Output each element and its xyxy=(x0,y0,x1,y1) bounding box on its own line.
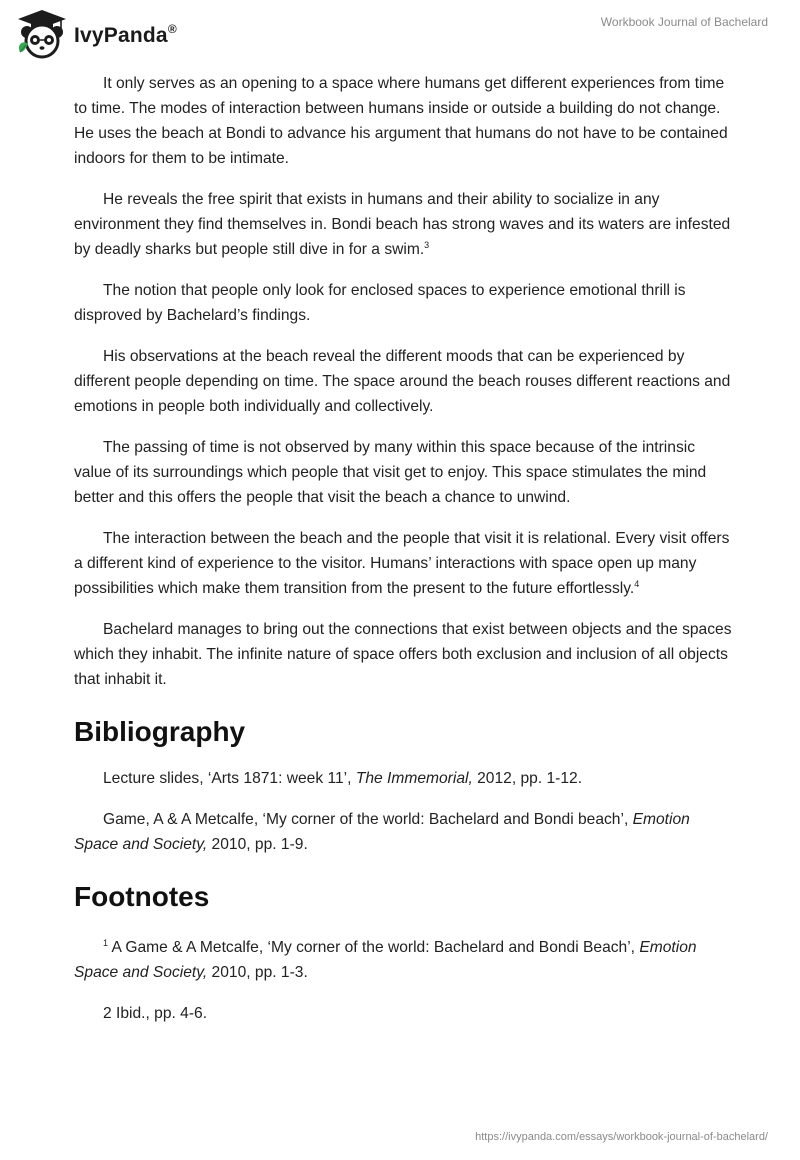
footnote-ref[interactable]: 4 xyxy=(634,578,640,589)
ivypanda-logo[interactable] xyxy=(14,8,177,60)
body-paragraph: His observations at the beach reveal the different moods that can be experienced by different people depending on time. The space around the beach rouses different reactions and emotions in people both individually and collectively. xyxy=(74,348,731,415)
footnote-number: 1 xyxy=(103,938,109,948)
bibliography-heading: Bibliography xyxy=(74,716,246,747)
bibliography-entry: Game, A & A Metcalfe, ‘My corner of the world: Bachelard and Bondi beach’, Emotion Space and Society, 2010, pp. 1-9. xyxy=(74,811,690,853)
footnotes-heading: Footnotes xyxy=(74,881,210,912)
body-paragraph: The interaction between the beach and the people that visit it is relational. Every visit offers a different kind of experience to the visitor. Humans’ interactions with space open up many possibilities which make them transition from the present to the future effortlessly.$^4$ xyxy=(74,530,730,597)
source-url[interactable]: https://ivypanda.com/essays/workbook-journal-of-bachelard/ xyxy=(475,1131,768,1143)
panda-graduate-icon xyxy=(14,8,70,60)
body-paragraph: It only serves as an opening to a space where humans get different experiences from time to time. The modes of interaction between humans inside or outside a building do not change. He uses the beach at Bondi to advance his argument that humans do not have to be contained indoors for them to be intimate. xyxy=(74,75,728,167)
footnote-entry: 2 Ibid., pp. 4-6. xyxy=(103,1005,208,1023)
body-paragraph: Bachelard manages to bring out the connections that exist between objects and the spaces which they inhabit. The infinite nature of space offers both exclusion and inclusion of all objects that inhabit it. xyxy=(74,621,732,688)
bibliography-entry: Lecture slides, ‘Arts 1871: week 11’, The Immemorial, 2012, pp. 1-12. xyxy=(103,770,583,787)
footnote-entry: $^1$ A Game & A Metcalfe, ‘My corner of the world: Bachelard and Bondi Beach’, Emotion Space and Society, 2010, pp. 1-3. xyxy=(74,938,697,982)
body-paragraph: He reveals the free spirit that exists in humans and their ability to socialize in any environment they find themselves in. Bondi beach has strong waves and its waters are infested by deadly sharks but people still dive in for a swim.$^3$ xyxy=(74,191,731,258)
body-paragraph: The passing of time is not observed by many within this space because of the intrinsic value of its surroundings which people that visit get to enjoy. This space stimulates the mind better and this offers the people that visit the beach a chance to unwind. xyxy=(74,439,707,506)
essay-content xyxy=(74,71,734,1042)
body-paragraph: The notion that people only look for enclosed spaces to experience emotional thrill is disproved by Bachelard’s findings. xyxy=(74,282,686,324)
brand-name: IvyPanda® xyxy=(74,22,177,47)
footnote-ref[interactable]: 3 xyxy=(424,239,430,250)
page-header xyxy=(0,0,800,60)
document-title: Workbook Journal of Bachelard xyxy=(600,15,768,29)
